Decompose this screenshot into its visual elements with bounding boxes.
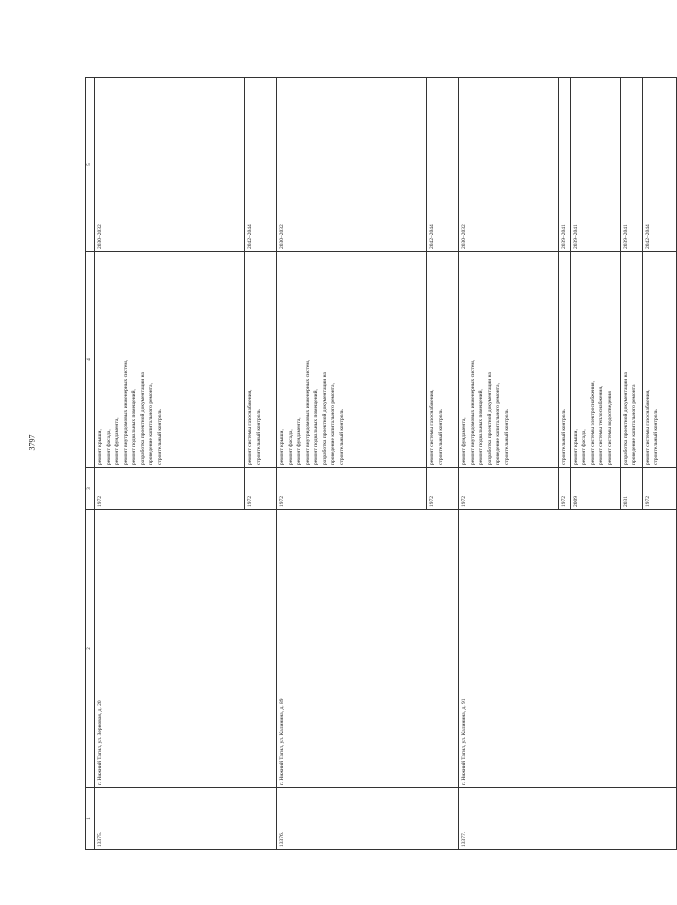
build-year: 2031	[620, 468, 642, 510]
work-list	[277, 252, 427, 468]
work-item: строительный контроль	[561, 409, 567, 465]
work-item: ремонт фундамента,	[114, 417, 121, 465]
work-item: ремонт подвальных помещений,	[478, 389, 485, 465]
work-item: разработка проектной документации на	[622, 372, 629, 465]
work-item: ремонт фундамента,	[296, 417, 303, 465]
repair-period: 2039–2041	[559, 78, 571, 252]
work-item: строительный контроль	[338, 409, 345, 465]
repair-period: 2030–2032	[459, 78, 559, 252]
repair-period: 2042–2044	[642, 78, 676, 252]
capital-repair-table	[85, 77, 677, 850]
work-list	[245, 252, 277, 468]
repair-period: 2042–2044	[427, 78, 459, 252]
record-address: г. Нижний Тагил, ул. Зерновая, д. 20	[95, 510, 277, 788]
work-item: ремонт внутридомовых инженерных систем,	[304, 359, 311, 465]
work-item: проведение капитального ремонта,	[330, 383, 337, 465]
work-list	[570, 252, 620, 468]
page-number: 3797	[27, 434, 37, 451]
work-item: ремонт крыши,	[572, 429, 579, 465]
work-list	[642, 252, 676, 468]
column-number-1: 1	[86, 788, 95, 850]
build-year: 1972	[559, 468, 571, 510]
header-row	[86, 78, 95, 850]
work-item: ремонт фасада,	[287, 429, 294, 465]
work-item: ремонт фасада,	[581, 429, 588, 465]
work-item: ремонт крыши,	[279, 429, 285, 465]
record-id: 13375.	[95, 788, 277, 850]
work-item: ремонт системы теплоснабжения,	[598, 385, 605, 465]
work-item: ремонт крыши,	[97, 429, 103, 465]
work-item: проведение капитального ремонта,	[495, 383, 502, 465]
rotated-table-container	[85, 78, 660, 850]
build-year: 1972	[642, 468, 676, 510]
work-item: строительный контроль	[255, 409, 262, 465]
work-item: ремонт внутридомовых инженерных систем,	[122, 359, 129, 465]
repair-period: 2042–2044	[245, 78, 277, 252]
repair-period: 2030–2032	[95, 78, 245, 252]
column-number-3: 3	[86, 468, 95, 510]
record-id: 13376.	[277, 788, 459, 850]
work-item: ремонт системы электроснабжения,	[589, 381, 596, 465]
document-table-frame	[85, 78, 660, 850]
repair-period: 2039–2041	[620, 78, 642, 252]
build-year: 1972	[245, 468, 277, 510]
work-item: ремонт системы газоснабжения,	[429, 389, 435, 465]
work-item: проведение капитального ремонта,	[148, 383, 155, 465]
repair-period: 2039–2041	[570, 78, 620, 252]
repair-period: 2030–2032	[277, 78, 427, 252]
work-item: разработка проектной документации на	[139, 372, 146, 465]
build-year: 1972	[95, 468, 245, 510]
work-item: ремонт системы газоснабжения,	[247, 389, 253, 465]
work-item: ремонт подвальных помещений,	[131, 389, 138, 465]
work-item: проведение капитального ремонта	[631, 384, 638, 465]
column-number-5: 5	[86, 78, 95, 252]
work-item: строительный контроль	[653, 409, 660, 465]
work-item: ремонт системы газоснабжения,	[644, 389, 651, 465]
build-year: 1972	[459, 468, 559, 510]
work-list	[95, 252, 245, 468]
table-row	[95, 78, 245, 850]
column-number-2: 2	[86, 510, 95, 788]
work-list	[427, 252, 459, 468]
work-list	[620, 252, 642, 468]
work-list	[459, 252, 559, 468]
work-item: разработка проектной документации на	[486, 372, 493, 465]
build-year: 1972	[427, 468, 459, 510]
table-row	[277, 78, 427, 850]
work-item: ремонт фундамента,	[461, 417, 467, 465]
work-item: ремонт фасада,	[105, 429, 112, 465]
work-item: строительный контроль	[156, 409, 163, 465]
record-address: г. Нижний Тагил, ул. Калинина, д. 91	[459, 510, 677, 788]
build-year: 1972	[277, 468, 427, 510]
work-item: ремонт подвальных помещений,	[313, 389, 320, 465]
record-address: г. Нижний Тагил, ул. Калинина, д. 89	[277, 510, 459, 788]
work-item: ремонт внутридомовых инженерных систем,	[469, 359, 476, 465]
column-number-4: 4	[86, 252, 95, 468]
work-item: разработка проектной документации на	[321, 372, 328, 465]
build-year: 2009	[570, 468, 620, 510]
work-item: строительный контроль	[503, 409, 510, 465]
work-item: ремонт системы водоотведения	[606, 391, 613, 465]
table-row	[459, 78, 559, 850]
record-id: 13377.	[459, 788, 677, 850]
work-item: строительный контроль	[437, 409, 444, 465]
work-list	[559, 252, 571, 468]
